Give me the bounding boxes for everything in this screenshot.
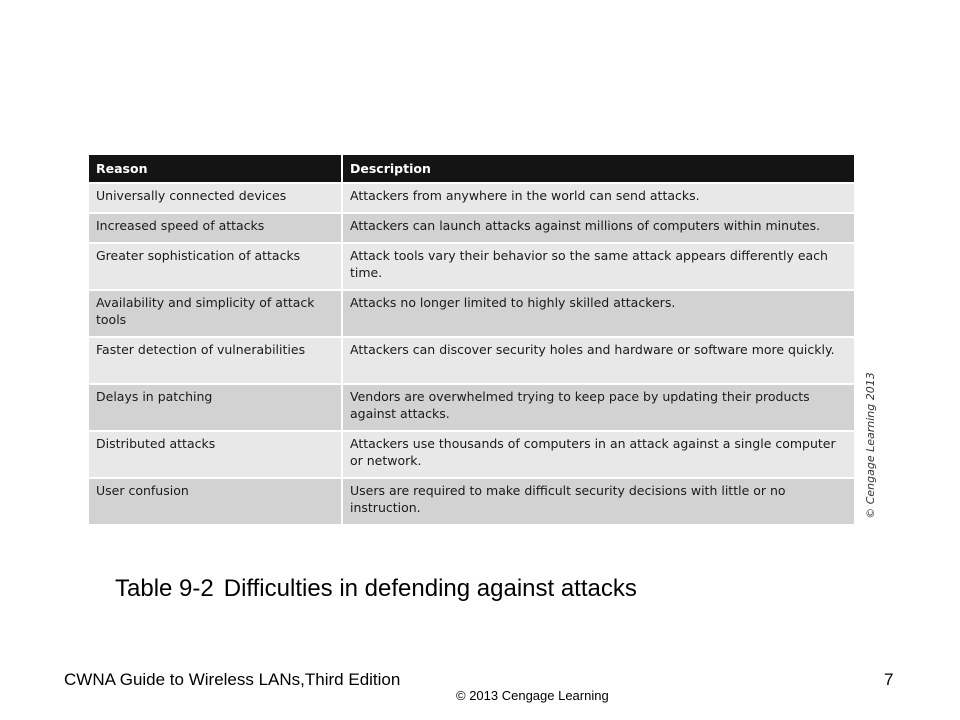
table-row [89, 337, 854, 384]
reasons-table [89, 155, 854, 524]
description-cell: Attackers can launch attacks against millions of computers within minutes. [342, 213, 854, 243]
reason-cell: Availability and simplicity of attack tools [89, 290, 342, 337]
table-header-row [89, 155, 854, 183]
reason-cell: Universally connected devices [89, 183, 342, 213]
reason-cell: User confusion [89, 478, 342, 524]
table-row [89, 290, 854, 337]
reason-cell: Delays in patching [89, 384, 342, 431]
reason-cell: Faster detection of vulnerabilities [89, 337, 342, 384]
description-cell: Users are required to make difficult security decisions with little or no instruction. [342, 478, 854, 524]
description-cell: Attackers from anywhere in the world can send attacks. [342, 183, 854, 213]
reason-cell: Distributed attacks [89, 431, 342, 478]
caption-title: Difficulties in defending against attacks [223, 575, 637, 602]
table-row [89, 478, 854, 524]
table-row [89, 384, 854, 431]
description-cell: Attacks no longer limited to highly skilled attackers. [342, 290, 854, 337]
credit-text: © Cengage Learning 2013 [863, 371, 877, 519]
column-header-description: Description [342, 155, 854, 183]
reason-cell: Greater sophistication of attacks [89, 243, 342, 290]
reason-cell: Increased speed of attacks [89, 213, 342, 243]
table-row [89, 243, 854, 290]
description-cell: Attackers can discover security holes and hardware or software more quickly. [342, 337, 854, 384]
table-row [89, 431, 854, 478]
page-number: 7 [884, 670, 894, 689]
footer-copyright: © 2013 Cengage Learning [456, 688, 609, 703]
description-cell: Attackers use thousands of computers in an attack against a single computer or network. [342, 431, 854, 478]
table-row [89, 183, 854, 213]
table-caption [115, 575, 637, 603]
description-cell: Vendors are overwhelmed trying to keep pace by updating their products against attacks. [342, 384, 854, 431]
table-row [89, 213, 854, 243]
caption-number: Table 9-2 [115, 575, 214, 602]
column-header-reason: Reason [89, 155, 342, 183]
image-credit [855, 371, 885, 519]
description-cell: Attack tools vary their behavior so the same attack appears differently each time. [342, 243, 854, 290]
footer-book-title: CWNA Guide to Wireless LANs,Third Edition [64, 670, 401, 689]
